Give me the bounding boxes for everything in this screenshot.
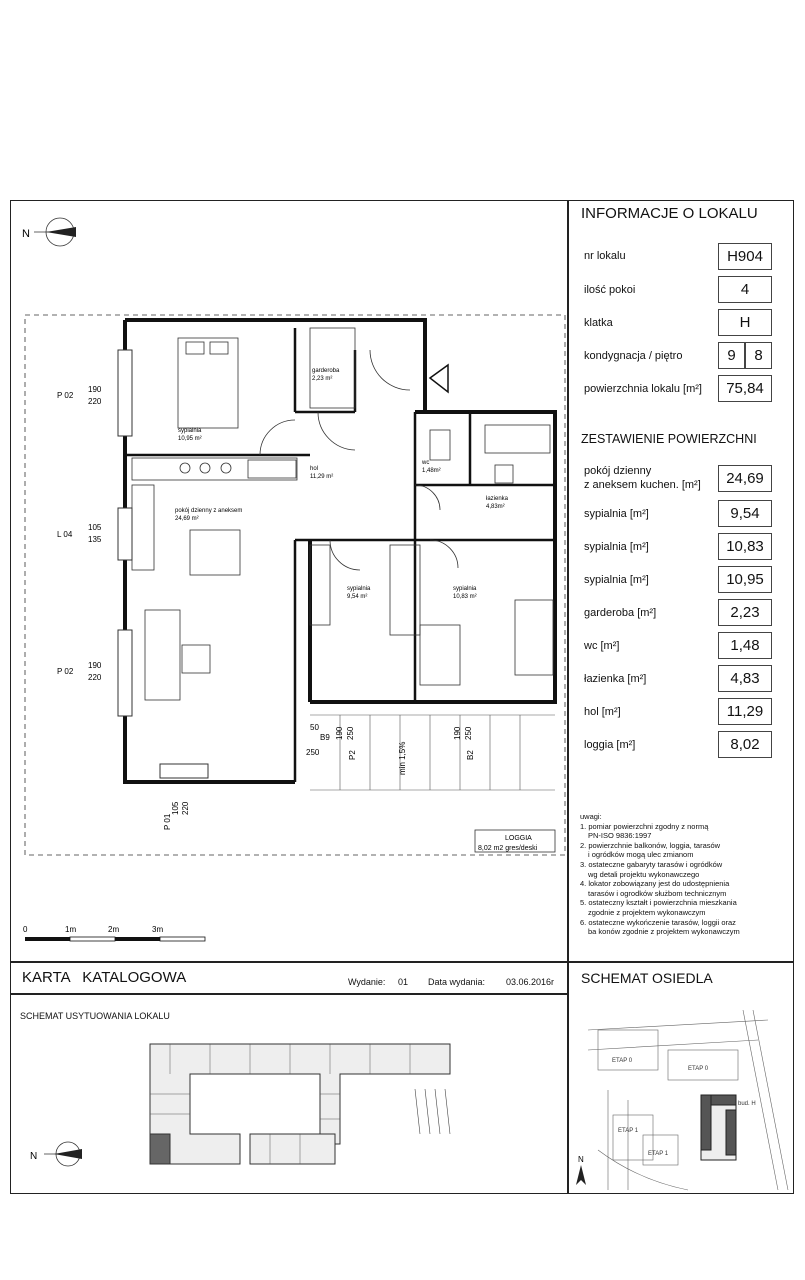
estate-schema-drawing <box>568 990 794 1194</box>
summary-label-living: pokój dzienny <box>584 465 652 477</box>
notes-title: uwagi: <box>580 812 602 821</box>
summary-value-hall: 11,29 <box>718 698 772 725</box>
window-code-w5: B9 <box>320 733 330 742</box>
summary-label-living-2: z aneksem kuchen. [m²] <box>584 479 701 491</box>
windows <box>118 350 208 778</box>
north-arrow-icon <box>576 1155 586 1185</box>
summary-label-wc: wc [m²] <box>584 640 620 652</box>
room-area-bedroom1: 10,95 m² <box>178 436 202 442</box>
north-label-usage: N <box>30 1151 38 1162</box>
north-label: N <box>22 228 30 240</box>
note-line: tarasów i ogrodków służbom technicznym <box>588 888 727 898</box>
info-label-flat-no: nr lokalu <box>584 250 626 262</box>
room-name-living: pokój dzienny z aneksem <box>175 508 243 514</box>
room-name-bedroom2: sypialnia <box>347 586 371 592</box>
window-dims2-w1: 220 <box>88 397 102 406</box>
note-line: wg detali projektu wykonawczego <box>588 869 700 879</box>
summary-value-loggia: 8,02 <box>718 731 772 758</box>
room-name-bath: łazienka <box>486 496 509 502</box>
window-dims2-w2: 135 <box>88 535 102 544</box>
summary-value-wc: 1,48 <box>718 632 772 659</box>
info-label-staircase: klatka <box>584 317 613 329</box>
info-value-floor-1: 9 <box>718 342 745 369</box>
stage-label: bud. H <box>738 1101 756 1107</box>
exterior-walls <box>125 320 555 782</box>
summary-label-hall: hol [m²] <box>584 706 621 718</box>
window-dims1-w7: 190 <box>453 726 462 740</box>
window-code-w1: P 02 <box>57 391 74 400</box>
room-area-living: 24,69 m² <box>175 516 199 522</box>
room-name-bedroom3: sypialnia <box>453 586 477 592</box>
scale-label-3: 3m <box>152 925 164 934</box>
info-title: INFORMACJE O LOKALU <box>581 205 758 222</box>
window-dims2-w3: 220 <box>88 673 102 682</box>
window-dims2-w4: 220 <box>181 801 190 815</box>
scale-label-2: 2m <box>108 925 120 934</box>
window-codes <box>57 385 475 830</box>
estate-schema-title: SCHEMAT OSIEDLA <box>581 970 713 986</box>
summary-label-bathroom: łazienka [m²] <box>584 673 647 685</box>
entrance-marker-icon <box>430 365 448 392</box>
window-code-w6: P2 <box>348 750 357 760</box>
room-name-bedroom1: sypialnia <box>178 428 202 434</box>
room-area-wardrobe: 2,23 m² <box>312 376 333 382</box>
summary-value-bedroom-1: 9,54 <box>718 500 772 527</box>
floor-plan <box>10 200 568 962</box>
room-name-hall: hol <box>310 466 319 472</box>
stage-label: ETAP 0 <box>612 1058 633 1064</box>
window-code-w3: P 02 <box>57 667 74 676</box>
info-value-staircase: H <box>718 309 772 336</box>
info-value-flat-no: H904 <box>718 243 772 270</box>
summary-label-bedroom-2: sypialnia [m²] <box>584 541 649 553</box>
window-dims1-w4: 105 <box>171 801 180 815</box>
notes <box>580 812 790 937</box>
usage-schema-title: SCHEMAT USYTUOWANIA LOKALU <box>20 1011 170 1021</box>
interior-walls <box>125 328 555 782</box>
room-area-bedroom3: 10,83 m² <box>453 594 477 600</box>
window-code-w2: L 04 <box>57 530 73 539</box>
window-dims1-w6: 190 <box>335 726 344 740</box>
room-area-wc: 1,48m² <box>422 468 441 474</box>
note-line: zgodnie z projektem wykonawczym <box>588 907 706 917</box>
summary-value-bathroom: 4,83 <box>718 665 772 692</box>
summary-value-bedroom-3: 10,95 <box>718 566 772 593</box>
north-arrow-icon <box>22 218 76 246</box>
edition-label: Wydanie: <box>348 977 386 987</box>
info-value-floor-2: 8 <box>745 342 772 369</box>
room-name-wc: wc <box>422 460 430 466</box>
window-dims1-w3: 190 <box>88 661 102 670</box>
note-line: 2. powierzchnie balkonów, loggia, tarasów <box>580 840 721 850</box>
summary-label-loggia: loggia [m²] <box>584 739 636 751</box>
north-label-estate: N <box>578 1155 584 1164</box>
summary-label-wardrobe: garderoba [m²] <box>584 607 657 619</box>
room-area-bedroom2: 9,54 m² <box>347 594 368 600</box>
window-dims1-w2: 105 <box>88 523 102 532</box>
date-value: 03.06.2016r <box>506 977 555 987</box>
note-line: PN-ISO 9836:1997 <box>588 831 652 841</box>
stage-label: ETAP 1 <box>648 1151 669 1157</box>
card-title: KARTA KATALOGOWA <box>22 969 187 986</box>
note-line: 6. ostateczne wykończenie tarasów, loggii oraz <box>580 917 736 927</box>
info-value-area: 75,84 <box>718 375 772 402</box>
note-line: 3. ostateczne gabaryty tarasów i ogródków <box>580 859 723 869</box>
summary-value-living: 24,69 <box>718 465 772 492</box>
info-label-floor: kondygnacja / piętro <box>584 350 683 362</box>
summary-value-wardrobe: 2,23 <box>718 599 772 626</box>
window-dims1-w5: 50 <box>310 723 319 732</box>
window-dims2-w5: 250 <box>306 748 320 757</box>
stage-label: ETAP 1 <box>618 1128 639 1134</box>
scale-label-1: 1m <box>65 925 77 934</box>
summary-title: ZESTAWIENIE POWIERZCHNI <box>581 432 757 446</box>
note-line: 1. pomiar powierzchni zgodny z normą <box>580 821 709 831</box>
scale-label-0: 0 <box>23 925 28 934</box>
note-line: 4. lokator zobowiązany jest do udostępnienia <box>580 879 730 889</box>
window-dims2-w7: 250 <box>464 726 473 740</box>
window-code-w7: B2 <box>466 750 475 760</box>
window-dims1-w1: 190 <box>88 385 102 394</box>
usage-schema-drawing <box>10 994 568 1194</box>
window-dims2-w6: 250 <box>346 726 355 740</box>
summary-value-bedroom-2: 10,83 <box>718 533 772 560</box>
room-area-bath: 4,83m² <box>486 504 505 510</box>
loggia-hatch <box>310 715 555 790</box>
loggia-label: LOGGIA <box>505 835 532 842</box>
summary-label-bedroom-3: sypialnia [m²] <box>584 574 649 586</box>
furniture <box>132 328 553 700</box>
note-line: i ogródków mogą ulec zmianom <box>588 850 694 860</box>
stage-label: ETAP 0 <box>688 1066 709 1072</box>
window-code-w4: P 01 <box>163 813 172 830</box>
scale-bar <box>23 925 205 941</box>
loggia-area: 8,02 m2 gres/deski <box>478 845 538 852</box>
info-label-rooms: ilość pokoi <box>584 284 636 296</box>
room-area-hall: 11,29 m² <box>310 474 334 480</box>
note-line: ba konów zgodnie z projektem wykonawczym <box>588 927 740 937</box>
date-label: Data wydania: <box>428 977 486 987</box>
info-value-rooms: 4 <box>718 276 772 303</box>
room-name-wardrobe: garderoba <box>312 368 340 374</box>
edition-value: 01 <box>398 977 409 987</box>
summary-label-bedroom-1: sypialnia [m²] <box>584 508 649 520</box>
north-arrow-icon <box>30 1142 82 1166</box>
note-line: 5. ostateczny kształt i powierzchnia mieszkania <box>580 898 737 908</box>
info-label-area: powierzchnia lokalu [m²] <box>584 383 702 395</box>
slope-label: min 1,5% <box>398 741 407 775</box>
